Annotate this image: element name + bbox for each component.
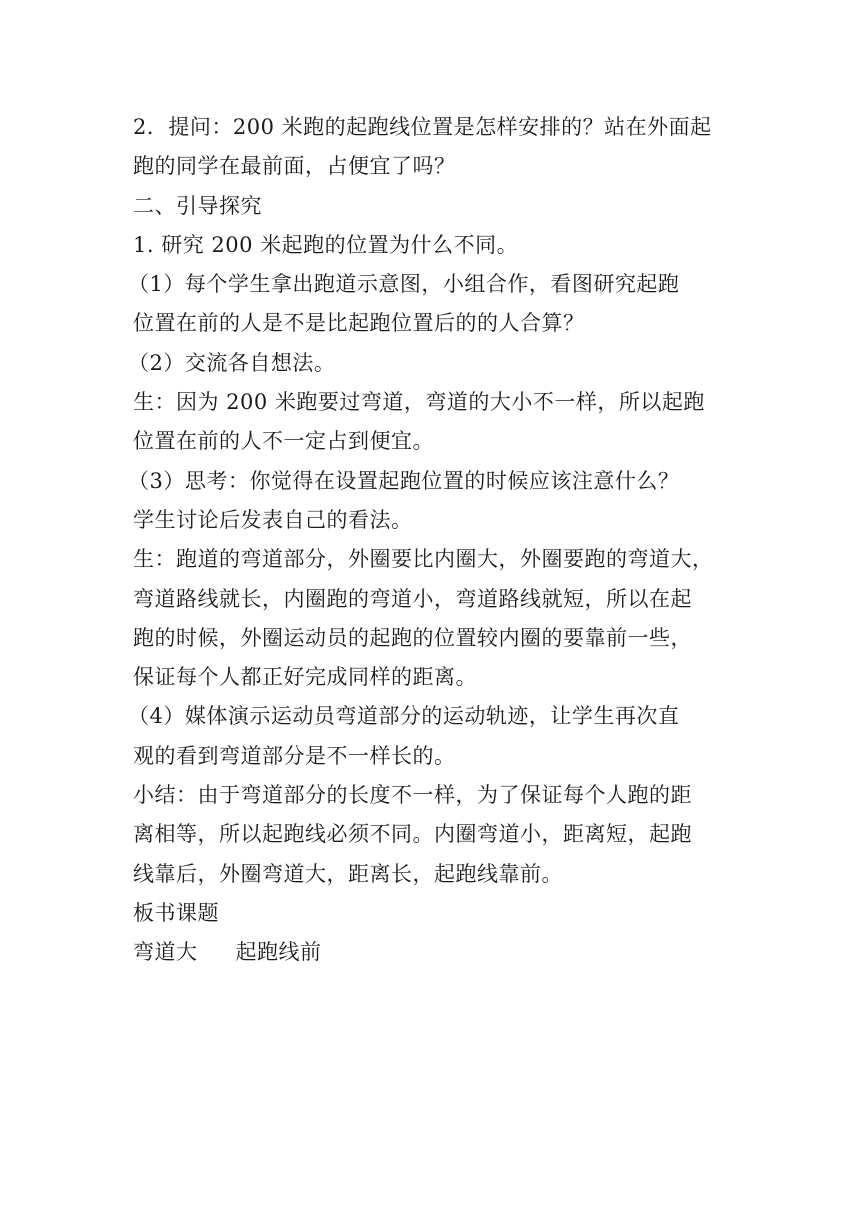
text-line-1: 2．提问：200 米跑的起跑线位置是怎样安排的？站在外面起	[133, 115, 712, 139]
text-line-11: 学生讨论后发表自己的看法。	[133, 507, 413, 532]
text-line-15: 保证每个人都正好完成同样的距离。	[133, 665, 477, 690]
text-line-10: （3）思考：你觉得在设置起跑位置的时候应该注意什么？	[128, 468, 680, 493]
text-line-7: （2）交流各自想法。	[128, 350, 336, 375]
text-line-16: （4）媒体演示运动员弯道部分的运动轨迹，让学生再次直	[128, 704, 680, 729]
text-line-13: 弯道路线就长，内圈跑的弯道小，弯道路线就短，所以在起	[133, 586, 692, 611]
text-line-8: 生：因为 200 米跑要过弯道，弯道的大小不一样，所以起跑	[133, 390, 705, 415]
text-line-17: 观的看到弯道部分是不一样长的。	[133, 743, 456, 768]
document-page	[128, 108, 733, 973]
text-line-12: 生：跑道的弯道部分，外圈要比内圈大，外圈要跑的弯道大，	[133, 547, 714, 572]
board-left: 弯道大	[133, 940, 198, 965]
text-line-5: （1）每个学生拿出跑道示意图，小组合作，看图研究起跑	[128, 272, 680, 297]
board-right: 起跑线前	[235, 940, 322, 965]
text-line-18: 小结：由于弯道部分的长度不一样，为了保证每个人跑的距	[133, 783, 692, 808]
text-line-4: 1. 研究 200 米起跑的位置为什么不同。	[133, 232, 519, 257]
text-line-14: 跑的时候，外圈运动员的起跑的位置较内圈的要靠前一些，	[133, 625, 692, 650]
section-heading: 二、引导探究	[133, 193, 262, 218]
text-line-20: 线靠后，外圈弯道大，距离长，起跑线靠前。	[133, 861, 563, 886]
text-line-9: 位置在前的人不一定占到便宜。	[133, 429, 434, 454]
text-line-2: 跑的同学在最前面，占便宜了吗？	[133, 154, 456, 179]
text-line-19: 离相等，所以起跑线必须不同。内圈弯道小，距离短，起跑	[133, 822, 692, 847]
text-line-6: 位置在前的人是不是比起跑位置后的的人合算？	[133, 311, 585, 336]
board-heading: 板书课题	[133, 900, 219, 925]
board-content	[133, 933, 733, 972]
